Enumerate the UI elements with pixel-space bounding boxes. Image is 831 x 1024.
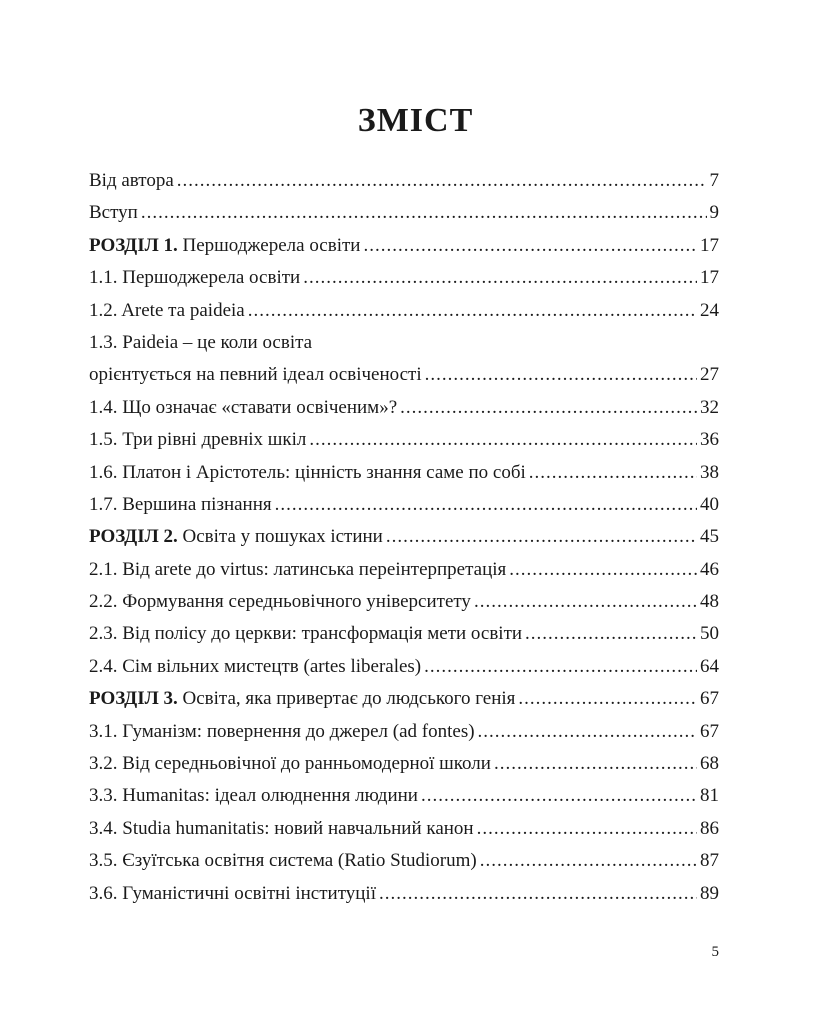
toc-entry[interactable] — [89, 721, 719, 753]
toc-entry-text: орієнтується на певний ідеал освіченості — [89, 364, 422, 386]
dot-leader — [141, 202, 707, 224]
dot-leader — [480, 850, 697, 872]
toc-entry-page: 89 — [700, 882, 719, 904]
toc-entry-label — [89, 623, 522, 645]
toc-entry[interactable] — [89, 364, 719, 396]
toc-entry-label — [89, 818, 474, 840]
toc-entry-text: Освіта у пошуках істини — [177, 526, 383, 548]
toc-entry-label — [89, 202, 138, 224]
toc-entry-label — [89, 591, 471, 613]
toc-entry-label — [89, 753, 491, 775]
toc-entry-text: 1.1. Першоджерела освіти — [89, 267, 301, 289]
toc-entry[interactable] — [89, 623, 719, 655]
toc-entry-text: 1.4. Що означає «ставати освіченим»? — [89, 396, 398, 418]
toc-entry[interactable] — [89, 494, 719, 526]
toc-entry-page: 27 — [700, 364, 719, 386]
toc-entry-label — [89, 656, 421, 678]
page-number: 5 — [711, 944, 719, 960]
toc-entry[interactable] — [89, 656, 719, 688]
dot-leader — [386, 526, 697, 548]
toc-entry-text: 3.2. Від середньовічної до ранньомодерної школи — [89, 753, 491, 775]
toc-entry-label — [89, 267, 300, 289]
toc-entry-text: 2.3. Від полісу до церкви: трансформація мети освіти — [89, 623, 523, 645]
dot-leader — [518, 688, 697, 710]
toc-entry-label — [89, 332, 312, 354]
toc-entry-label — [89, 300, 245, 322]
toc-entry[interactable] — [89, 462, 719, 494]
toc-entry-page: 36 — [700, 429, 719, 451]
dot-leader — [363, 235, 697, 257]
toc-entry[interactable] — [89, 850, 719, 882]
toc-entry[interactable] — [89, 235, 719, 267]
toc-entry-page: 68 — [700, 753, 719, 775]
toc-entry[interactable] — [89, 170, 719, 202]
toc-entry-text: 1.7. Вершина пізнання — [89, 493, 272, 515]
dot-leader — [303, 267, 697, 289]
toc-entry[interactable] — [89, 202, 719, 234]
dot-leader — [421, 785, 697, 807]
toc-entry-page: 17 — [700, 267, 719, 289]
toc-entry-page: 67 — [700, 720, 719, 742]
dot-leader — [509, 559, 697, 581]
dot-leader — [309, 429, 697, 451]
toc-entry-page: 67 — [700, 688, 719, 710]
dot-leader — [248, 300, 697, 322]
toc-entry-text: 3.3. Humanitas: ідеал олюднення людини — [89, 785, 418, 807]
toc-entry-label — [89, 462, 526, 484]
toc-entry-text: 3.4. Studia humanitatis: новий навчальний канон — [89, 817, 474, 839]
toc-entry-page: 81 — [700, 785, 719, 807]
toc-entry-text: 1.6. Платон і Арістотель: цінність знання саме по собі — [89, 461, 526, 483]
chapter-prefix: РОЗДІЛ 1. — [89, 234, 178, 256]
dot-leader — [474, 591, 697, 613]
toc-entry-label — [89, 494, 272, 516]
toc-entry-page: 17 — [700, 234, 719, 256]
toc-entry-page: 24 — [700, 299, 719, 321]
toc-entry[interactable] — [89, 818, 719, 850]
toc-entry-text: 3.1. Гуманізм: повернення до джерел (ad fontes) — [89, 720, 475, 742]
toc-entry-page: 86 — [700, 817, 719, 839]
toc-entry-text: 1.3. Paideia – це коли освіта — [89, 331, 313, 353]
dot-leader — [379, 883, 697, 905]
toc-entry-page: 64 — [700, 655, 719, 677]
dot-leader — [477, 818, 697, 840]
dot-leader — [177, 170, 707, 192]
toc-entry[interactable] — [89, 332, 719, 364]
dot-leader — [478, 721, 697, 743]
toc-entry-page: 38 — [700, 461, 719, 483]
toc-entry-page: 40 — [700, 493, 719, 515]
toc-entry-text: Від автора — [89, 170, 174, 191]
page-title: ЗМІСТ — [357, 102, 474, 139]
dot-leader — [425, 364, 697, 386]
toc-entry-label — [89, 850, 477, 872]
dot-leader — [400, 397, 697, 419]
chapter-prefix: РОЗДІЛ 2. — [89, 526, 178, 548]
toc-entry-label — [89, 397, 397, 419]
toc-entry[interactable] — [89, 300, 719, 332]
toc-entry-label — [89, 785, 418, 807]
toc-entry[interactable] — [89, 753, 719, 785]
toc-entry[interactable] — [89, 429, 719, 461]
chapter-prefix: РОЗДІЛ 3. — [89, 688, 178, 710]
toc-entry-text: 2.4. Сім вільних мистецтв (artes liberales) — [89, 655, 422, 677]
toc-entry-text: Першоджерела освіти — [177, 234, 361, 256]
toc-entry-label — [89, 721, 475, 743]
toc-entry-text: 1.5. Три рівні древніх шкіл — [89, 429, 307, 451]
dot-leader — [529, 462, 697, 484]
toc-entry[interactable] — [89, 526, 719, 558]
toc-entry-label — [89, 883, 376, 905]
toc-entry-label — [89, 559, 506, 581]
toc-entry-label — [89, 170, 174, 192]
toc-entry[interactable] — [89, 559, 719, 591]
toc-entry-page: 50 — [700, 623, 719, 645]
toc-entry-page: 7 — [709, 170, 719, 191]
toc-entry[interactable] — [89, 883, 719, 915]
toc-entry-page: 46 — [700, 558, 719, 580]
toc-entry-page: 32 — [700, 396, 719, 418]
dot-leader — [424, 656, 697, 678]
toc-entry-page: 9 — [709, 202, 719, 224]
toc-entry-text: Вступ — [89, 202, 138, 224]
toc-entry-label — [89, 235, 360, 257]
toc-entry-label — [89, 364, 422, 386]
toc-entry[interactable] — [89, 397, 719, 429]
dot-leader — [275, 494, 697, 516]
toc-entry-label — [89, 688, 515, 710]
toc-entry-text: Освіта, яка привертає до людського генія — [177, 688, 516, 710]
toc-entry-text: 1.2. Arete та paideia — [89, 299, 245, 321]
toc-entry-page: 45 — [700, 526, 719, 548]
toc-entry-page: 87 — [700, 850, 719, 872]
toc-entry-label — [89, 526, 383, 548]
table-of-contents — [89, 170, 719, 915]
dot-leader — [525, 623, 697, 645]
toc-entry-page: 48 — [700, 591, 719, 613]
toc-entry-label — [89, 429, 306, 451]
toc-entry-text: 2.2. Формування середньовічного університету — [89, 591, 471, 613]
toc-entry-text: 3.6. Гуманістичні освітні інституції — [89, 882, 376, 904]
toc-entry[interactable] — [89, 688, 719, 720]
toc-entry[interactable] — [89, 785, 719, 817]
toc-entry-text: 2.1. Від arete до virtus: латинська переінтерпретація — [89, 558, 507, 580]
toc-entry[interactable] — [89, 267, 719, 299]
toc-entry-text: 3.5. Єзуїтська освітня система (Ratio Studiorum) — [89, 850, 477, 872]
dot-leader — [494, 753, 697, 775]
toc-entry[interactable] — [89, 591, 719, 623]
